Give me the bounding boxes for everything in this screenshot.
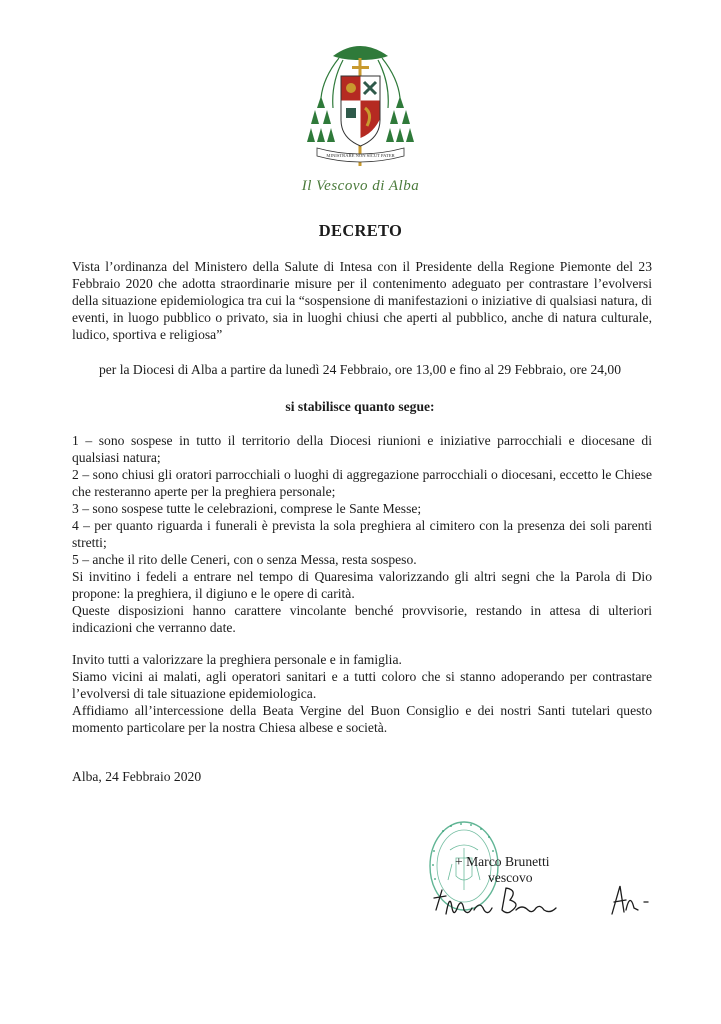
place-date: Alba, 24 Febbraio 2020 — [72, 769, 202, 784]
signer-name: + Marco Brunetti — [455, 854, 550, 869]
item-4: 4 – per quanto riguarda i funerali è prevista la sola preghiera al cimitero con la presenza dei soli parenti stretti; — [72, 518, 652, 550]
scope-line: per la Diocesi di Alba a partire da lunedì 24 Febbraio, ore 13,00 e fino al 29 Febbraio, ore 24,00 — [98, 362, 622, 377]
episcopal-coat-of-arms — [303, 38, 418, 170]
item-3: 3 – sono sospese tutte le celebrazioni, comprese le Sante Messe; — [72, 501, 422, 516]
closing-line-2: Siamo vicini ai malati, agli operatori sanitari e a tutti coloro che si stanno adoperando per contrastare l’evolversi di tale situazione epidemiologica. — [72, 669, 652, 701]
subtitle: si stabilisce quanto segue: — [285, 399, 435, 414]
handwritten-signature — [432, 880, 672, 930]
bishop-title: Il Vescovo di Alba — [301, 178, 420, 194]
decree-title: DECRETO — [318, 221, 403, 240]
closing-line-1: Invito tutti a valorizzare la preghiera personale e in famiglia. — [72, 652, 402, 667]
item-5: 5 – anche il rito delle Ceneri, con o senza Messa, resta sospeso. — [72, 552, 417, 567]
item-2: 2 – sono chiusi gli oratori parrocchiali o luoghi di aggregazione parrocchiali o diocesani, eccetto le Chiese che resteranno aperte per la preghiera personale; — [72, 467, 652, 499]
lent-paragraph: Si invitino i fedeli a entrare nel tempo di Quaresima valorizzando gli altri segni che la Parola di Dio propone: la preghiera, il digiuno e le opere di carità. — [72, 569, 652, 601]
coat-motto: MINISTRARE NON SICUT PATER — [326, 153, 395, 158]
closing-line-3: Affidiamo all’intercessione della Beata Vergine del Buon Consiglio e dei nostri Santi tutelari questo momento particolare per la nostra Chiesa albese e società. — [72, 703, 652, 735]
provisional-paragraph: Queste disposizioni hanno carattere vincolante benché provvisorie, restando in attesa di ulteriori indicazioni che verranno date. — [72, 603, 652, 635]
intro-paragraph: Vista l’ordinanza del Ministero della Salute di Intesa con il Presidente della Regione Piemonte del 23 Febbraio 2020 che adotta straordinarie misure per il contenimento adeguato per contrastare l’evolversi della situazione epidemiologica tra cui la “sospensione di manifestazioni o iniziative di qualsiasi natura, di eventi, in luogo pubblico o privato, sia in luoghi chiusi che aperti al pubblico, anche di natura culturale, ludico, sportiva e religiosa” — [72, 259, 652, 342]
item-1: 1 – sono sospese in tutto il territorio della Diocesi riunioni e iniziative parrocchiali e diocesane di qualsiasi natura; — [72, 433, 652, 465]
signer-role: vescovo — [488, 870, 533, 885]
